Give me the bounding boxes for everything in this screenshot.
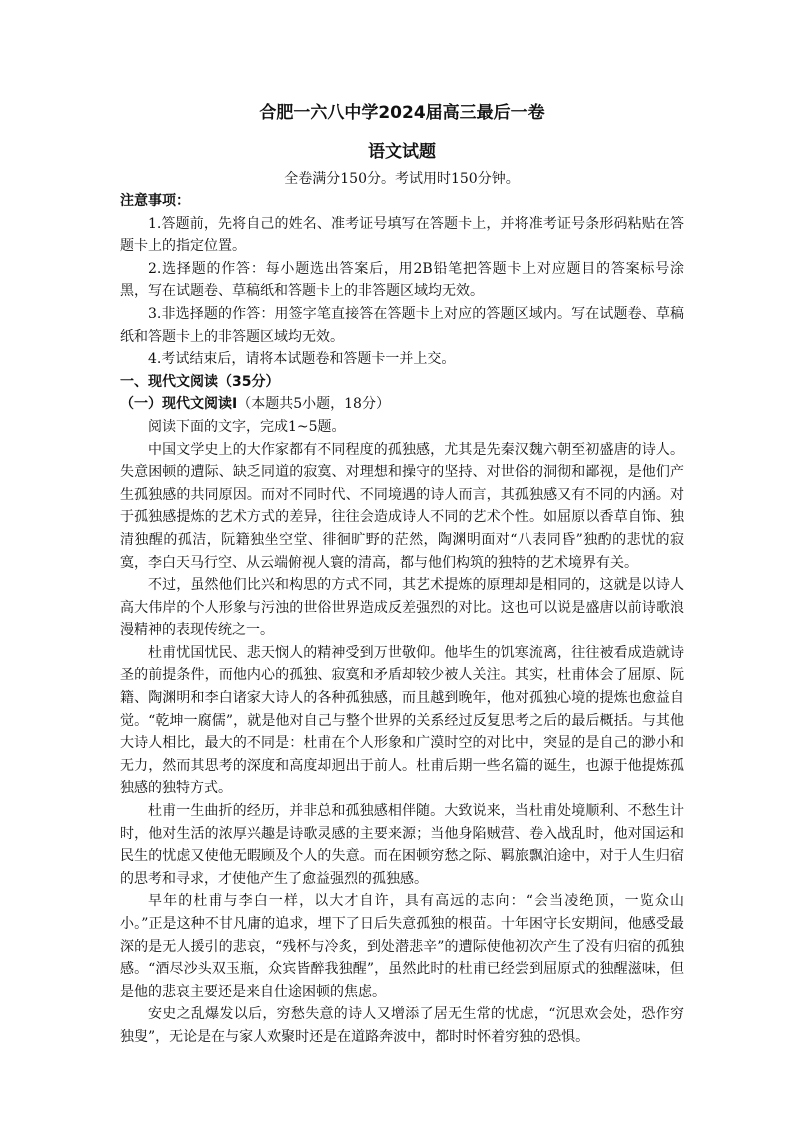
exam-title: 合肥一六八中学2024届高三最后一卷 bbox=[259, 103, 545, 123]
notice-item-3: 3.非选择题的作答：用签字笔直接答在答题卡上对应的答题区域内。写在试题卷、草稿纸和答题卡上的非答题区域均无效。 bbox=[120, 305, 684, 345]
passage-paragraph-2: 不过，虽然他们比兴和构思的方式不同，其艺术提炼的原理却是相同的，这就是以诗人高大伟岸的个人形象与污浊的世俗世界造成反差强烈的对比。这也可以说是盛唐以前诗歌浪漫精神的表现传统之一。 bbox=[120, 577, 684, 639]
passage-paragraph-1: 中国文学史上的大作家都有不同程度的孤独感，尤其是先秦汉魏六朝至初盛唐的诗人。失意困顿的遭际、缺乏同道的寂寞、对理想和操守的坚持、对世俗的洞彻和鄙视，是他们产生孤独感的共同原因。而对不同时代、不同境遇的诗人而言，其孤独感又有不同的内涵。对于孤独感提炼的艺术方式的差异，往往会造成诗人不同的艺术个性。如屈原以香草自饰、独清独醒的孤洁，阮籍独坐空堂、徘徊旷野的茫然，陶渊明面对“八表同昏”独酌的悲忧的寂寞，李白天马行空、从云端俯视人寰的清高，都与他们构筑的独特的艺术境界有关。 bbox=[120, 441, 684, 571]
section1-heading: 一、现代文阅读（35分） bbox=[120, 373, 280, 390]
passage-paragraph-4: 杜甫一生曲折的经历，并非总和孤独感相伴随。大致说来，当杜甫处境顺利、不愁生计时，他对生活的浓厚兴趣是诗歌灵感的主要来源；当他身陷贼营、卷入战乱时，他对国运和民生的忧虑又使他无暇顾及个人的失意。而在困顿穷愁之际、羁旅飘泊途中，对于人生归宿的思考和寻求，才使他产生了愈益强烈的孤独感。 bbox=[120, 803, 684, 887]
passage-paragraph-3: 杜甫忧国忧民、悲天悯人的精神受到万世敬仰。他毕生的饥寒流离，往往被看成造就诗圣的前提条件，而他内心的孤独、寂寞和矛盾却较少被人关注。其实，杜甫体会了屈原、阮籍、陶渊明和李白诸家大诗人的各种孤独感，而且越到晚年，他对孤独心境的提炼也愈益自觉。“乾坤一腐儒”，就是他对自己与整个世界的关系经过反复思考之后的最后概括。与其他大诗人相比，最大的不同是：杜甫在个人形象和广漠时空的对比中，突显的是自己的渺小和无力，然而其思考的深度和高度却迥出于前人。杜甫后期一些名篇的诞生，也源于他提炼孤独感的独特方式。 bbox=[120, 644, 684, 797]
notice-item-2: 2.选择题的作答：每小题选出答案后，用2B铅笔把答题卡上对应题目的答案标号涂黑，写在试题卷、草稿纸和答题卡上的非答题区域均无效。 bbox=[120, 260, 684, 300]
reading-instruction: 阅读下面的文字，完成1~5题。 bbox=[148, 418, 346, 435]
subject-title: 语文试题 bbox=[368, 142, 436, 162]
subsection-heading bbox=[120, 393, 684, 416]
notice-heading: 注意事项： bbox=[120, 193, 190, 209]
subsection-label: （一）现代文阅读Ⅰ bbox=[120, 396, 238, 413]
passage-paragraph-6: 安史之乱爆发以后，穷愁失意的诗人又增添了居无生常的忧虑，“沉思欢会处，恐作穷独叟”，无论是在与家人欢聚时还是在道路奔波中，都时时怀着穷独的恐惧。 bbox=[120, 1006, 684, 1045]
score-line: 全卷满分150分。考试用时150分钟。 bbox=[284, 171, 520, 187]
notice-item-1: 1.答题前，先将自己的姓名、准考证号填写在答题卡上，并将准考证号条形码粘贴在答题卡上的指定位置。 bbox=[120, 215, 684, 255]
subsection-note: （本题共5小题，18分） bbox=[237, 396, 390, 413]
passage-paragraph-5: 早年的杜甫与李白一样，以大才自许，具有高远的志向：“会当凌绝顶，一览众山小。”正是这种不甘凡庸的追求，埋下了日后失意孤独的根苗。十年困守长安期间，他感受最深的是无人援引的悲哀，“残杯与冷炙，到处潜悲辛”的遭际使他初次产生了没有归宿的孤独感。“酒尽沙头双玉瓶，众宾皆醉我独醒”，虽然此时的杜甫已经尝到屈原式的独醒滋味，但是他的悲哀主要还是来自仕途困顿的焦虑。 bbox=[120, 893, 684, 1000]
notice-item-4: 4.考试结束后，请将本试题卷和答题卡一并上交。 bbox=[148, 351, 456, 368]
